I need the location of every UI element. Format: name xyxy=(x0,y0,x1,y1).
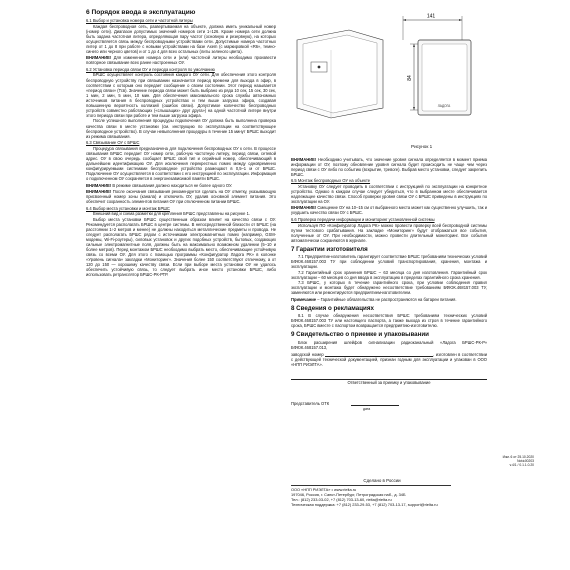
document-title: 6 Порядок ввода в эксплуатацию xyxy=(86,9,196,16)
otk-signature-blank[interactable] xyxy=(351,405,399,406)
device-front-panel xyxy=(422,44,467,111)
subsection-heading: 6.6 Проверка передачи информации и мониторинг установленной системы xyxy=(291,217,435,223)
subsection-heading: 6.4 Выбор места установки и монтаж БРШС xyxy=(86,205,170,211)
acceptance-statement: , изготовлен в соответствии с действующей технической документацией, признан годным для эксплуатации и упакован в ООО «НПП РИЭЛТА». xyxy=(291,351,487,367)
dim-width-label: 141 xyxy=(426,13,436,20)
warning-text: – Гарантийные обязательства не распространяются на батареи питания. xyxy=(317,297,457,303)
otk-label: Представитель ОТК xyxy=(291,400,330,406)
section-heading: 8 Сведения о рекламациях xyxy=(291,305,374,313)
right-text-flow xyxy=(291,157,487,350)
subsection-heading: 6.1 Выбор и установка номера сети и частотной литеры xyxy=(86,18,193,23)
warning-label: Примечание xyxy=(291,297,317,303)
subsection-heading: 6.3 Связывание ОУ с БРШС xyxy=(86,140,140,146)
company-footer xyxy=(291,488,491,508)
pub-info-line: v.4/1 / 0.1.1.0.20 xyxy=(509,463,534,467)
dim-arrow-left xyxy=(403,19,406,21)
warning-note xyxy=(291,157,487,177)
warning-text: После окончания связывания рекомендуется сделать на ОУ отметку, указывающую присвоенный номер зоны (канала) и отключить ОУ, удалив основной элемент питания. Это обеспечит сохранность элементов питания ОУ при отключенном питании БРШС. xyxy=(86,189,276,205)
warning-text: Для изменения номера сети и (или) частотной литеры необходимо произвести повторное связывание всех ранее настроенных ОУ. xyxy=(86,55,277,66)
device-led xyxy=(318,66,321,69)
paragraph: 7.3 БРШС, у которых в течение гарантийного срока, при условии соблюдения правил эксплуатации и монтажа будет обнаружено несоответствие требованиям БФЮК.468157.003 ТУ, заменяются или ремонтируются предприятием-изготовителем. xyxy=(291,280,487,296)
warning-label: ВНИМАНИЕ! xyxy=(86,189,112,195)
dim-height-label: 84 xyxy=(407,75,413,81)
warning-text: Необходимо учитывать, что значение уровня сигнала определяется в момент приема информации от ОУ, поэтому обновление уровня сигнала будет происходить не чаще чем через период связи с ОУ либо по событию (вскрытие, тревоге). Выбрав место установки, следует закрепить БРШС. xyxy=(291,156,488,177)
serial-number-field xyxy=(291,352,487,367)
footer-divider xyxy=(291,485,451,486)
pub-info-line: No№00203 xyxy=(517,459,534,463)
warning-label: ВНИМАНИЕ! xyxy=(86,182,112,188)
warning-text: Смещение ОУ на 10–15 см от выбранного места может как существенно улучшить, так и ухудшить качество связи ОУ с БРШС. xyxy=(291,205,488,216)
right-column xyxy=(291,155,487,415)
paragraph: Используя ПО «Конфигуратор Ладога РК» можно провести проверку всей беспроводной системы путем тестового срабатывания. На закладке «Мониторинг» будут отображаться все события, полученные от ОУ. При необходимости, можно провести длительный мониторинг. Все события автоматически сохраняются в журнале. xyxy=(291,222,487,243)
figure-1 xyxy=(291,6,487,154)
dim-arrow-top xyxy=(413,44,415,47)
paragraph: Выбор места установки БРШС существенным образом влияет на качество связи с ОУ. Рекомендуется располагать БРШС в центре системы. В непосредственной близости от БРШС (на расстоянии 1÷2 метров и менее) не должны находиться металлические предметы и провода. Не следует располагать БРШС рядом с источниками электромагнитных помех (например, GSM-модемы, Wi-Fi-роутеры), силовых установок и других подобных устройств, бытовых, создающих сильные электромагнитные поля, должны быть на максимально возможном удалении (5–10 и более метров). Перед монтажом БРШС необходимо выбрать место, обеспечивающее устойчивую связь со всеми ОУ. Для этого с помощью программы «Конфигуратор Ладога РК» в колонке «Уровень сигнала» закладки «Мониторинг». Значения более 150 соответствуют отличному, а от 120 до 150 — хорошему качеству связи. Если при выборе места установки ОУ не удалось обеспечить устойчивую связь, то следует выбрать иное место установки БРШС, либо использовать ретранслятор БРШС-РК-РТР. xyxy=(86,216,276,278)
responsible-label: Ответственный за приемку и упаковывание xyxy=(347,379,431,385)
left-text-flow xyxy=(86,18,276,277)
serial-number-label: заводской номер xyxy=(291,351,324,357)
figure-caption: Рисунок 1 xyxy=(411,144,433,149)
warning-note xyxy=(86,183,276,188)
subsection-heading: 6.2 Установка периода связи ОУ и периода контроля по умолчанию xyxy=(86,66,215,72)
paragraph: Блок расширения шлейфов сигнализации радиоканальный «Ладога БРШС-РК-Р» БФЮК.468157.013, xyxy=(291,339,487,350)
section-heading: 9 Свидетельство о приемке и упаковывании xyxy=(291,331,429,339)
pub-info-line: Изм. 6 от 25.10.2020 xyxy=(502,455,534,459)
paragraph: БРШС осуществляет контроль состояния каждого ОУ сети. Для обеспечения этого контроля беспроводную устройству при связывании назначается период времени для выхода в эфир, в соответствии с которым оно передает сообщение о своем состоянии. Этот период называется «период связи» (Тсв). Значение периода связи может быть выбрано из ряда 10 сек, 15 сек, 30 сек, 1 мин, 2 мин, 5 мин, 10 мин. Для обеспечения максимального срока службы автономных источников питания в беспроводных устройствах и тем выше загрузка эфира, создавая повышенную вероятность коллизий (ошибок связи). Допустимое количество беспроводных устройств совместно работающих («слышащих» друг друга») на одной частотной литере внутри этого периода связи при работе и тем выше загрузка эфира. xyxy=(86,72,276,118)
warning-label: ВНИМАНИЕ! xyxy=(291,205,317,211)
left-column xyxy=(86,8,276,278)
footer-phone: Тел.: (812) 233-03-02, +7 (812) 703-13-60, rielta@rielta.ru xyxy=(291,496,392,502)
paragraph: 7.2 Гарантийный срок хранения БРШС – 63 месяца со дня изготовления. Гарантийный срок эксплуатации – 60 месяцев со дня ввода в эксплуатацию в пределах гарантийного срока хранения. xyxy=(291,269,487,280)
warning-note xyxy=(291,205,487,215)
otk-signature-row xyxy=(291,401,487,415)
footer-company: ООО «НПП РИЭЛТА» • www.rielta.ru xyxy=(291,487,357,492)
paragraph: 8.1 В случае обнаружения несоответствия БРШС требованиям технических условий БФЮК.468157.003 ТУ или настоящего паспорта, а также выхода из строя в течение гарантийного срока, БРШС вместе с паспортом возвращается предприятию-изготовителю. xyxy=(291,313,487,329)
dim-arrow-bottom xyxy=(413,107,415,110)
subsection-heading: 6.5 Монтаж беспроводных ОУ на объекте xyxy=(291,178,371,184)
device-perspective-panel xyxy=(303,35,377,113)
dim-arrow-right xyxy=(459,19,462,21)
device-brand-label: ЛАДОГА xyxy=(437,104,451,108)
paragraph: 7.1 Предприятие-изготовитель гарантирует соответствие БРШС требованиям технических условий БФЮК.468157.003 ТУ при соблюдении условий транспортирования, хранения, монтажа и эксплуатации. xyxy=(291,253,487,270)
warning-label: ВНИМАНИЕ! xyxy=(291,156,317,162)
device-drawing xyxy=(291,6,487,154)
warning-note xyxy=(86,55,276,65)
paragraph: Внешний вид и схема разметки для крепления БРШС представлены на рисунке 1. xyxy=(93,211,251,217)
paragraph: После успешного выполнения процедуры подключения ОУ должна быть выполнена проверка качества связи в месте установки (см. инструкцию по эксплуатации на соответствующее беспроводное устройство). В случае невыполнения процедуры в течение 15 минут БРШС выходит из режима связывания. xyxy=(86,118,276,139)
warning-note xyxy=(291,297,487,302)
paragraph: Установку ОУ следует проводить в соответствии с инструкцией по эксплуатации на конкретное устройство. Однако в каждом случае следует убедиться, что в выбранном месте обеспечивается надлежащее качество связи. Способ проверки уровня связи ОУ с БРШС приведены в инструкциях по эксплуатации на ОУ. xyxy=(291,183,487,204)
responsible-field xyxy=(291,375,487,385)
section-heading: 7 Гарантии изготовителя xyxy=(291,245,368,253)
footer-address: 197046, Россия, г. Санкт-Петербург, Петроградская наб., д. 34Б xyxy=(291,491,406,497)
footer-support: Техническая поддержка: +7 (812) 233-29-53, +7 (812) 703-13-17, support@rielta.ru xyxy=(291,501,438,507)
warning-text: В режиме связывания должно находиться не более одного ОУ. xyxy=(112,182,233,188)
warning-label: ВНИМАНИЕ! xyxy=(86,55,112,61)
date-label: дата xyxy=(363,406,371,411)
warning-note xyxy=(86,189,276,204)
paragraph: Процедура связывания предназначена для подключения беспроводных ОУ к сети. В процессе связывания БРШС передает ОУ номер сети, рабочую частотную литеру, период связи, сетевой адрес. ОУ в свою очередь сообщает БРШС свой тип и серийный номер, обеспечивающий в дальнейшем идентификацию ОУ. Для исключения перекрестных помех между одновременно конфигурируемыми системами беспроводное устройство размещают в 0,5–1 м от БРШС. Подключение ОУ осуществляется в соответствии с его инструкцией по эксплуатации. Информация о подключенном ОУ сохраняется в энергонезависимой памяти БРШС. xyxy=(86,145,276,181)
made-in-russia: Сделано в России xyxy=(363,478,401,483)
paragraph: Каждая беспроводная сеть, развертываемая на объекте, должна иметь уникальный номер (номер сети). Диапазон допустимых значений номеров сети 1÷126. Кроме номера сети должна быть задана частотная литера, определяющая пару частот (основную и резервную), на которых осуществляется связь между беспроводными устройствами сети. Допустимые номера частотных литер от 1 до 8 при работе с новыми устройствами на базе Axem (с маркировкой «R6», темно-синего или черного цветов) и от 1 до 4 для всех остальных (литы зеленого цвета). xyxy=(86,23,276,54)
publication-info xyxy=(438,455,534,467)
